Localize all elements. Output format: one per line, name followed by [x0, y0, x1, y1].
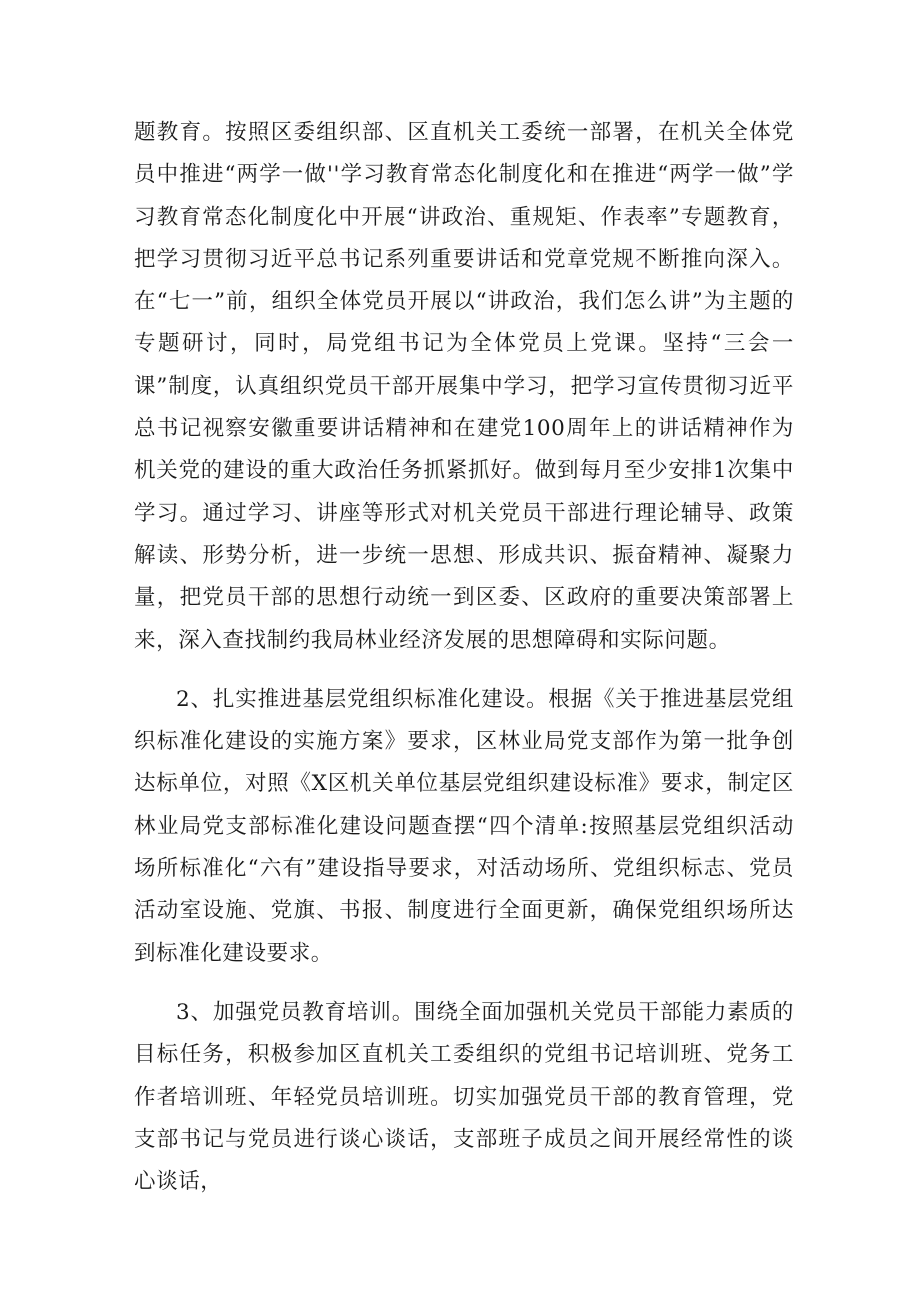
- paragraph-grassroots-standardization: 2、扎实推进基层党组织标准化建设。根据《关于推进基层党组织标准化建设的实施方案》要求，区林业局党支部作为第一批争创达标单位，对照《X区机关单位基层党组织建设标准》要求，制定区林业局党支部标准化建设问题查摆“四个清单:按照基层党组织活动场所标准化“六有”建设指导要求，对活动场所、党组织标志、党员活动室设施、党旗、书报、制度进行全面更新，确保党组织场所达到标准化建设要求。: [134, 686, 794, 966]
- document-body: [134, 112, 794, 1203]
- paragraph-member-education-training: 3、加强党员教育培训。围绕全面加强机关党员干部能力素质的目标任务，积极参加区直机关工委组织的党组书记培训班、党务工作者培训班、年轻党员培训班。切实加强党员干部的教育管理，党支部书记与党员进行谈心谈话，支部班子成员之间开展经常性的谈心谈话，: [134, 999, 794, 1195]
- paragraph-continuation: 题教育。按照区委组织部、区直机关工委统一部署，在机关全体党员中推进“两学一做''学习教育常态化制度化和在推进“两学一做”学习教育常态化制度化中开展“讲政治、重规矩、作表率”专题教育，把学习贯彻习近平总书记系列重要讲话和党章党规不断推向深入。在“七一”前，组织全体党员开展以“讲政治，我们怎么讲”为主题的专题研讨，同时，局党组书记为全体党员上党课。坚持“三会一课”制度，认真组织党员干部开展集中学习，把学习宣传贯彻习近平总书记视察安徽重要讲话精神和在建党100周年上的讲话精神作为机关党的建设的重大政治任务抓紧抓好。做到每月至少安排1次集中学习。通过学习、讲座等形式对机关党员干部进行理论辅导、政策解读、形势分析，进一步统一思想、形成共识、振奋精神、凝聚力量，把党员干部的思想行动统一到区委、区政府的重要决策部署上来，深入查找制约我局林业经济发展的思想障碍和实际问题。: [134, 120, 794, 653]
